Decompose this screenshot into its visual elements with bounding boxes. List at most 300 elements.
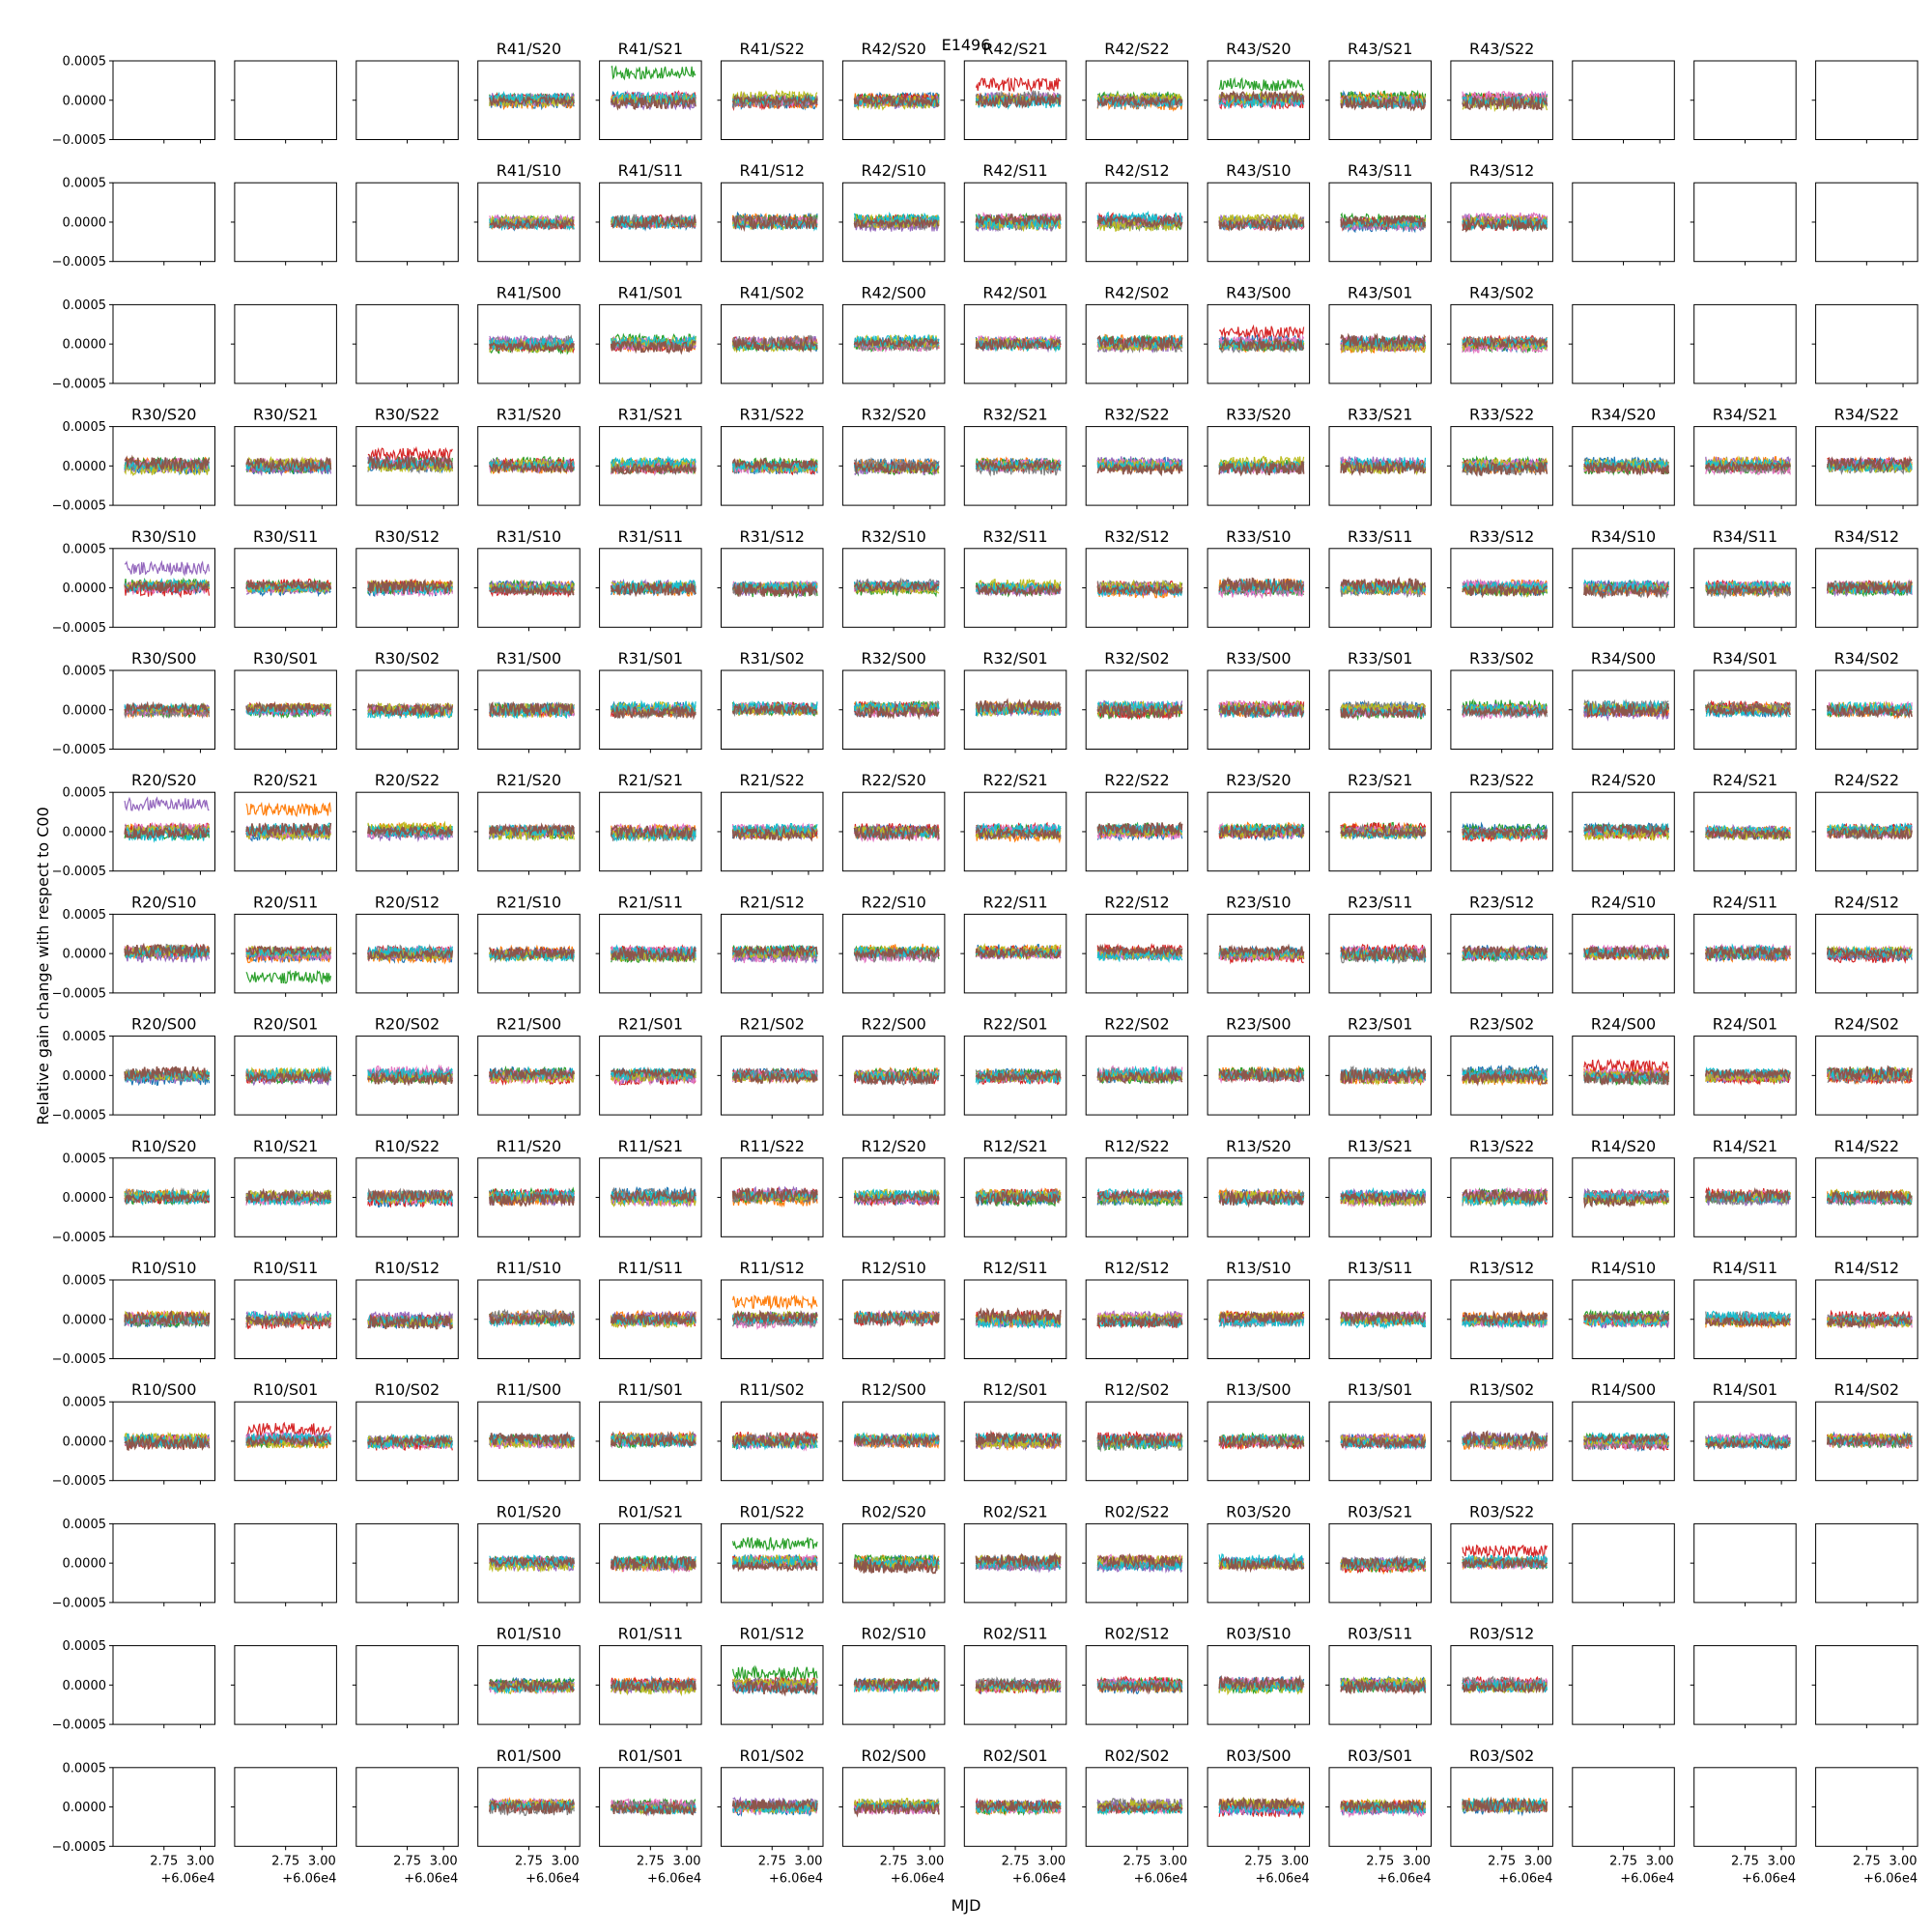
panel-series: [1219, 327, 1303, 353]
x-offset-label: +6.06e4: [404, 1871, 459, 1887]
panel-title: R42/S00: [861, 283, 926, 302]
panel: [231, 1259, 337, 1363]
panel-title: R33/S21: [1348, 405, 1413, 424]
panel-series: [1584, 823, 1668, 839]
panel-title: R31/S22: [739, 405, 805, 424]
panel: [718, 1502, 824, 1606]
panel-title: R14/S01: [1712, 1380, 1778, 1400]
panel-title: R01/S12: [739, 1624, 805, 1643]
panel-frame: [1573, 61, 1675, 140]
panel: [838, 283, 945, 387]
x-tick-label: 3.00: [1402, 1854, 1431, 1869]
x-offset-label: +6.06e4: [768, 1871, 823, 1887]
panel-frame: [113, 304, 215, 384]
panel-title: R02/S12: [1104, 1624, 1170, 1643]
panel-series: [125, 1189, 209, 1205]
panel: [718, 161, 824, 266]
panel: [1690, 1015, 1797, 1120]
panel-title: R02/S21: [982, 1502, 1048, 1521]
panel-series: [1219, 823, 1303, 840]
panel: [1812, 1259, 1918, 1363]
panel: [1569, 1523, 1675, 1606]
panel-series: [490, 1067, 574, 1085]
panel: [1812, 1137, 1918, 1241]
y-tick-label: 0.0000: [62, 582, 106, 597]
panel: [960, 283, 1066, 387]
panel-series: [976, 945, 1060, 959]
y-tick-label: 0.0000: [62, 1435, 106, 1450]
panel-series: [1097, 1188, 1181, 1206]
x-offset-label: +6.06e4: [526, 1871, 581, 1887]
panel-series: [733, 1432, 817, 1449]
panel: [1204, 649, 1310, 753]
panel-series: [1463, 1066, 1547, 1085]
panel-series: [1341, 1677, 1425, 1693]
panel-title: R10/S12: [374, 1259, 440, 1277]
panel: [1082, 1259, 1188, 1363]
panel: [52, 1639, 215, 1733]
panel: [1325, 1625, 1432, 1729]
panel-series: [976, 1554, 1060, 1571]
panel-title: R22/S20: [861, 771, 926, 790]
panel-title: R13/S22: [1468, 1136, 1535, 1155]
panel: [1325, 283, 1432, 387]
x-tick-label: 2.75: [1244, 1854, 1273, 1869]
panel: [353, 1015, 459, 1120]
panel: [1569, 406, 1675, 509]
y-tick-label: −0.0005: [51, 986, 106, 1002]
panel: [52, 1015, 215, 1123]
panel-title: R14/S10: [1590, 1259, 1657, 1277]
panel-frame: [1573, 1646, 1675, 1725]
panel-title: R43/S01: [1348, 283, 1413, 302]
panel-series: [1584, 1311, 1668, 1328]
panel-series: [976, 213, 1060, 231]
panel-title: R13/S21: [1348, 1136, 1413, 1155]
panel-frame: [356, 1768, 459, 1847]
panel-title: R01/S02: [739, 1746, 805, 1765]
x-tick-label: 2.75: [271, 1854, 300, 1869]
y-tick-label: 0.0000: [62, 947, 106, 962]
panel: [231, 183, 337, 266]
panel-title: R10/S02: [374, 1380, 440, 1400]
panel-series: [1463, 1188, 1547, 1206]
panel-title: R13/S02: [1468, 1380, 1535, 1400]
panel-title: R21/S22: [739, 771, 805, 790]
y-tick-label: 0.0000: [62, 1191, 106, 1207]
panel: [353, 1380, 459, 1485]
panel-title: R03/S22: [1468, 1502, 1535, 1521]
panel: [1569, 893, 1675, 997]
panel-frame: [356, 183, 459, 262]
panel: [1690, 893, 1797, 997]
panel-series: [1463, 1432, 1547, 1450]
panel-series: [611, 67, 696, 109]
panel-series: [733, 1187, 817, 1207]
panel-series: [125, 457, 209, 475]
panel-series: [125, 1066, 209, 1085]
x-offset-label: +6.06e4: [1133, 1871, 1188, 1887]
panel: [596, 40, 702, 144]
panel-title: R12/S21: [982, 1136, 1048, 1155]
panel-series: [976, 1310, 1060, 1328]
panel: [960, 40, 1066, 144]
panel: [353, 1137, 459, 1241]
panel-title: R11/S12: [739, 1259, 805, 1277]
y-tick-label: 0.0005: [62, 1030, 106, 1045]
panel: [1447, 406, 1553, 509]
panel-series: [1341, 579, 1425, 597]
panel: [52, 1259, 215, 1367]
panel-frame: [1816, 1768, 1918, 1847]
panel-series: [246, 1311, 330, 1329]
panel: [1569, 1768, 1675, 1887]
panel-title: R43/S02: [1468, 283, 1535, 302]
panel-series: [1341, 945, 1425, 963]
panel-frame: [1573, 304, 1675, 384]
panel-title: R14/S02: [1833, 1380, 1900, 1400]
panel-series: [855, 1189, 939, 1206]
panel-title: R11/S00: [496, 1380, 562, 1400]
y-tick-label: −0.0005: [51, 1839, 106, 1855]
panel-frame: [1694, 1523, 1797, 1603]
panel: [353, 1768, 459, 1887]
panel-title: R32/S12: [1104, 526, 1170, 546]
panel-series: [1219, 1677, 1303, 1694]
panel-title: R31/S21: [617, 405, 684, 424]
panel: [231, 1380, 337, 1485]
panel-title: R23/S21: [1348, 771, 1413, 790]
x-tick-label: 2.75: [879, 1854, 908, 1869]
panel: [1325, 1747, 1432, 1887]
x-tick-label: 3.00: [1037, 1854, 1066, 1869]
panel-title: R23/S10: [1226, 893, 1292, 912]
panel: [960, 527, 1066, 632]
panel: [353, 1523, 459, 1606]
y-tick-label: 0.0005: [62, 1517, 106, 1532]
panel-series: [611, 701, 696, 719]
panel: [1569, 1259, 1675, 1363]
panel-series: [976, 580, 1060, 596]
panel: [474, 283, 581, 387]
y-tick-label: −0.0005: [51, 1596, 106, 1611]
x-tick-label: 2.75: [1609, 1854, 1638, 1869]
panel: [1569, 527, 1675, 632]
panel-title: R22/S01: [982, 1014, 1048, 1034]
panel-series: [1828, 1066, 1912, 1084]
panel-title: R42/S01: [982, 283, 1048, 302]
panel-title: R24/S12: [1833, 893, 1900, 912]
x-tick-label: 3.00: [1523, 1854, 1552, 1869]
panel: [1325, 771, 1432, 875]
series-line: [246, 971, 330, 983]
panel-series: [1219, 700, 1303, 718]
panel-series: [611, 1678, 696, 1695]
panel: [474, 527, 581, 632]
panel: [231, 1523, 337, 1606]
x-tick-label: 2.75: [150, 1854, 179, 1869]
panel-series: [1219, 1554, 1303, 1571]
panel-series: [490, 702, 574, 718]
panel: [1812, 1380, 1918, 1485]
panel-frame: [235, 61, 337, 140]
panel: [960, 1015, 1066, 1120]
panel-title: R31/S02: [739, 649, 805, 668]
panel: [596, 406, 702, 509]
panel-title: R11/S02: [739, 1380, 805, 1400]
panel: [1082, 1380, 1188, 1485]
panel-series: [1706, 1434, 1790, 1449]
panel: [1082, 161, 1188, 266]
x-tick-label: 3.00: [429, 1854, 458, 1869]
panel-series: [368, 822, 452, 840]
panel: [231, 61, 337, 144]
x-tick-label: 3.00: [794, 1854, 823, 1869]
panel-title: R42/S10: [861, 161, 926, 181]
panel: [838, 771, 945, 875]
panel: [52, 1518, 215, 1611]
panel-title: R03/S12: [1468, 1624, 1535, 1643]
panel: [231, 649, 337, 753]
panel-series: [246, 703, 330, 718]
panel-series: [1219, 1066, 1303, 1082]
y-tick-label: −0.0005: [51, 743, 106, 757]
panel-series: [1097, 1433, 1181, 1451]
panel: [1204, 1259, 1310, 1363]
y-tick-label: −0.0005: [51, 133, 106, 148]
panel-title: R10/S00: [131, 1380, 197, 1400]
panel-title: R32/S00: [861, 649, 926, 668]
panel-title: R20/S11: [252, 893, 319, 912]
panel-title: R10/S01: [252, 1380, 319, 1400]
y-tick-label: 0.0005: [62, 785, 106, 801]
panel-title: R01/S21: [617, 1502, 684, 1521]
y-tick-label: 0.0005: [62, 1273, 106, 1289]
y-tick-label: −0.0005: [51, 377, 106, 392]
panel-title: R22/S21: [982, 771, 1048, 790]
panel-title: R21/S12: [739, 893, 805, 912]
panel: [474, 1747, 581, 1887]
panel-series: [855, 823, 939, 840]
panel-title: R12/S22: [1104, 1136, 1170, 1155]
panel: [1690, 406, 1797, 509]
panel-series: [611, 458, 696, 475]
panel: [474, 893, 581, 997]
panel: [1569, 1137, 1675, 1241]
panel-title: R31/S00: [496, 649, 562, 668]
panel-title: R41/S22: [739, 40, 805, 58]
panel-series: [1463, 1546, 1547, 1570]
panel-frame: [235, 183, 337, 262]
panel-title: R43/S22: [1468, 40, 1535, 58]
panel: [838, 649, 945, 753]
panel: [353, 304, 459, 387]
panel-series: [976, 1068, 1060, 1084]
panel-series: [733, 946, 817, 963]
panel: [596, 1747, 702, 1887]
panel: [1812, 406, 1918, 509]
panel-title: R24/S10: [1590, 893, 1657, 912]
panel: [718, 283, 824, 387]
panel-title: R43/S20: [1226, 40, 1292, 58]
y-axis-label: Relative gain change with respect to C00: [34, 807, 52, 1125]
panel-series: [1219, 1311, 1303, 1327]
panel: [838, 1502, 945, 1606]
panel: [1082, 1625, 1188, 1729]
panel-title: R41/S12: [739, 161, 805, 181]
panel-title: R32/S22: [1104, 405, 1170, 424]
panel-title: R41/S10: [496, 161, 562, 181]
panel-series: [1097, 1799, 1181, 1814]
y-tick-label: 0.0000: [62, 1313, 106, 1328]
panel-frame: [1694, 1768, 1797, 1847]
y-tick-label: 0.0005: [62, 54, 106, 70]
panel-title: R13/S10: [1226, 1259, 1292, 1277]
panel-series: [611, 1799, 696, 1814]
panel-series: [125, 1311, 209, 1327]
panel: [596, 1502, 702, 1606]
panel-title: R33/S20: [1226, 405, 1292, 424]
panel: [1569, 1015, 1675, 1120]
panel: [1447, 1747, 1553, 1887]
x-offset-label: +6.06e4: [1862, 1871, 1918, 1887]
panel-series: [1341, 1189, 1425, 1207]
panel-title: R01/S20: [496, 1502, 562, 1521]
panel: [838, 527, 945, 632]
panel: [1082, 1747, 1188, 1887]
panel: [1812, 1768, 1918, 1887]
panel: [1204, 1747, 1310, 1887]
x-tick-label: 2.75: [1730, 1854, 1759, 1869]
x-tick-label: 3.00: [551, 1854, 580, 1869]
panel: [1204, 771, 1310, 875]
panel: [960, 1259, 1066, 1363]
panel-title: R34/S00: [1590, 649, 1657, 668]
panel-series: [368, 1312, 452, 1329]
panel-frame: [1816, 1523, 1918, 1603]
panel-title: R22/S00: [861, 1014, 926, 1034]
panel-series: [368, 1189, 452, 1207]
panel-series: [1463, 824, 1547, 841]
panel-series: [1584, 1433, 1668, 1450]
panel-series: [490, 93, 574, 108]
panel-series: [611, 581, 696, 596]
panel-frame: [235, 1646, 337, 1725]
panel-title: R10/S20: [131, 1136, 197, 1155]
panel-title: R12/S02: [1104, 1380, 1170, 1400]
panel: [1325, 527, 1432, 632]
panel-title: R43/S11: [1348, 161, 1413, 181]
panel-title: R02/S00: [861, 1746, 926, 1765]
panel-title: R12/S01: [982, 1380, 1048, 1400]
panel: [474, 1259, 581, 1363]
panel-title: R12/S00: [861, 1380, 926, 1400]
panel-series: [246, 1423, 330, 1448]
y-tick-label: −0.0005: [51, 1230, 106, 1245]
panel: [718, 1259, 824, 1363]
panel: [1690, 1137, 1797, 1241]
panel-series: [1097, 822, 1181, 839]
y-tick-label: 0.0005: [62, 176, 106, 191]
panel-series: [976, 1189, 1060, 1207]
panel-series: [125, 562, 209, 597]
panel: [838, 1380, 945, 1485]
panel-series: [611, 334, 696, 353]
panel: [1812, 1646, 1918, 1729]
panel-title: R01/S11: [617, 1624, 684, 1643]
panel-series: [855, 1799, 939, 1815]
panel-series: [246, 1067, 330, 1085]
panel-series: [1341, 701, 1425, 719]
panel: [960, 771, 1066, 875]
panel-series: [368, 1435, 452, 1450]
panel: [1812, 893, 1918, 997]
panel: [474, 1502, 581, 1606]
x-offset-label: +6.06e4: [160, 1871, 215, 1887]
panel: [1082, 527, 1188, 632]
panel-title: R41/S11: [617, 161, 684, 181]
panel-series: [1341, 1434, 1425, 1449]
panel-frame: [1816, 304, 1918, 384]
panel: [596, 771, 702, 875]
panel-title: R03/S21: [1348, 1502, 1413, 1521]
series-line: [246, 804, 330, 816]
series-line: [976, 78, 1060, 91]
panel-title: R42/S12: [1104, 161, 1170, 181]
panel: [1569, 61, 1675, 144]
panel: [718, 1625, 824, 1729]
panel: [1569, 304, 1675, 387]
x-tick-label: 3.00: [1889, 1854, 1918, 1869]
panel-title: R02/S10: [861, 1624, 926, 1643]
panel: [1325, 1259, 1432, 1363]
panel-series: [1097, 1554, 1181, 1572]
panel-title: R20/S01: [252, 1014, 319, 1034]
panel: [1082, 283, 1188, 387]
y-tick-label: 0.0005: [62, 420, 106, 436]
panel: [596, 1015, 702, 1120]
panel: [960, 406, 1066, 509]
panel-series: [1828, 1311, 1912, 1327]
panel-frame: [1573, 1523, 1675, 1603]
panel-series: [855, 1555, 939, 1574]
panel: [596, 161, 702, 266]
panel-title: R21/S02: [739, 1014, 805, 1034]
panel: [52, 893, 215, 1001]
panel: [353, 1646, 459, 1729]
panel: [1082, 406, 1188, 509]
panel: [960, 649, 1066, 753]
panel-title: R14/S00: [1590, 1380, 1657, 1400]
panel-title: R20/S22: [374, 771, 440, 790]
x-tick-label: 3.00: [307, 1854, 336, 1869]
series-line: [611, 67, 696, 79]
panel: [960, 1625, 1066, 1729]
y-tick-label: −0.0005: [51, 620, 106, 636]
panel-title: R24/S02: [1833, 1014, 1900, 1034]
panel: [1447, 1015, 1553, 1120]
panel: [1447, 649, 1553, 753]
panel: [838, 40, 945, 144]
panel: [231, 1137, 337, 1241]
panel-title: R14/S11: [1712, 1259, 1778, 1277]
panel-series: [1463, 336, 1547, 354]
y-tick-label: 0.0000: [62, 215, 106, 231]
panel: [1325, 40, 1432, 144]
x-tick-label: 2.75: [757, 1854, 786, 1869]
panel: [1082, 1137, 1188, 1241]
panel-series: [1097, 945, 1181, 961]
